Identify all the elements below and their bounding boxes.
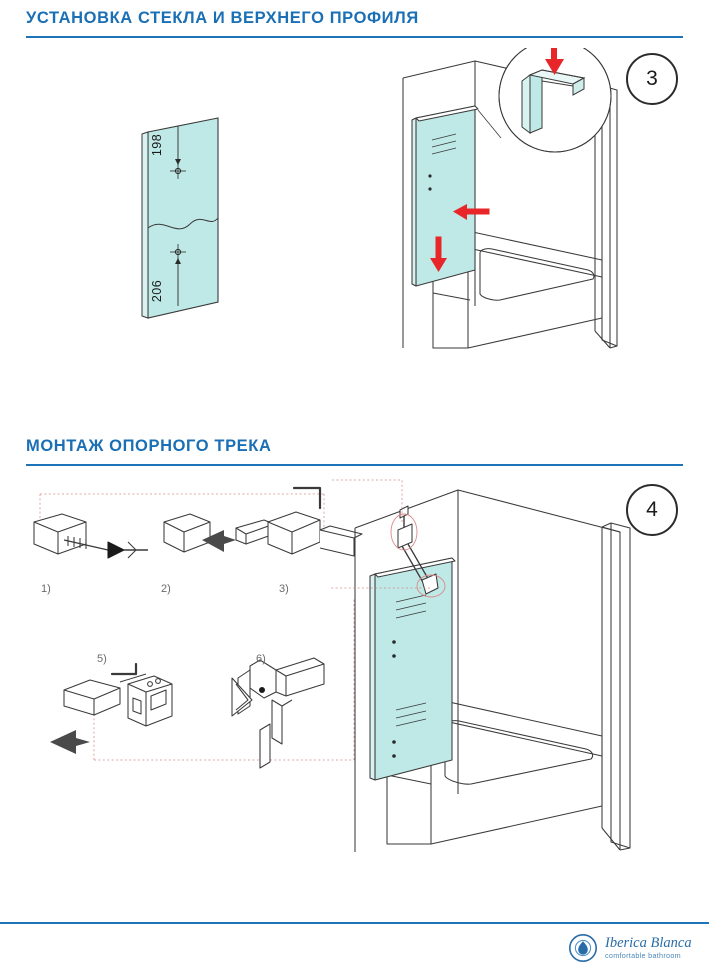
water-drop-circle-icon [568,933,598,963]
section-title-support-track-mounting: МОНТАЖ ОПОРНОГО ТРЕКА [26,437,272,455]
footer-brand-logo [568,933,692,963]
part-label-3: 3) [279,583,289,595]
dimension-label-206: 206 [150,279,165,303]
step-badge-3-label: 3 [646,67,658,90]
brand-name: Iberica Blanca [605,934,692,951]
figure-track-parts-exploded [24,478,364,778]
step-badge-4-label: 4 [646,498,658,521]
footer-divider [0,922,709,924]
figure-bathtub-glass-install [370,48,640,378]
part-label-2: 2) [161,583,171,595]
brand-tagline: comfortable bathroom [605,951,681,961]
section-divider-2 [26,464,683,466]
section-title-glass-and-top-profile: УСТАНОВКА СТЕКЛА И ВЕРХНЕГО ПРОФИЛЯ [26,9,419,27]
part-label-1: 1) [41,583,51,595]
section-divider-1 [26,36,683,38]
dimension-label-198: 198 [150,133,165,157]
part-label-6: 6) [256,653,266,665]
part-label-5: 5) [97,653,107,665]
figure-glass-panel-holes [120,110,250,340]
figure-bathtub-track-install [330,470,660,900]
